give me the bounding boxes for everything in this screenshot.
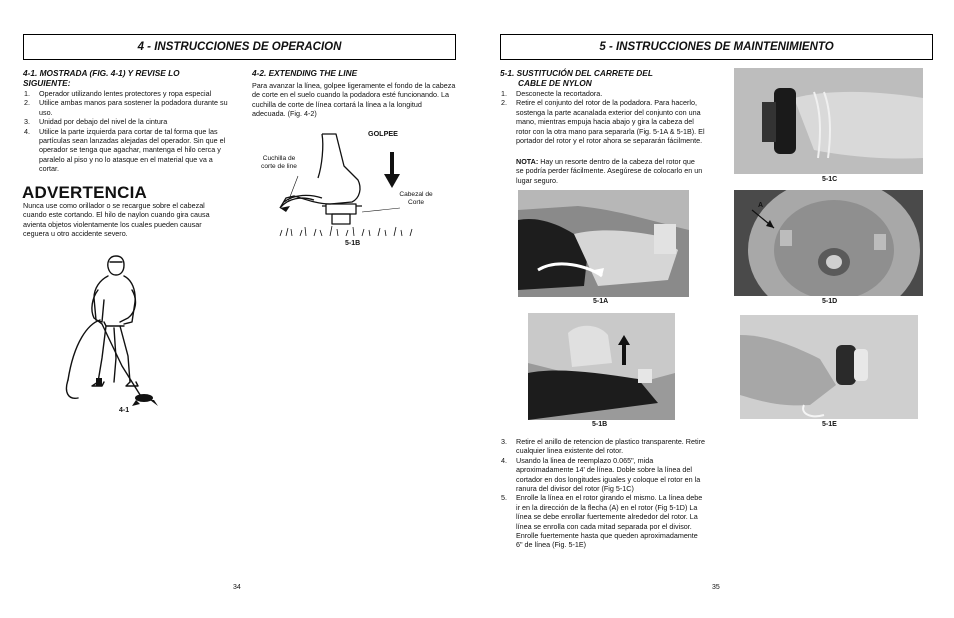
label-a: A (758, 202, 764, 209)
figure-5-1e-caption: 5-1E (822, 421, 837, 428)
right-page (477, 0, 954, 618)
section-4-1-title: 4-1. MOSTRADA (FIG. 4-1) Y REVISE LO SIGUIENTE: (23, 68, 180, 88)
list-item: 4. Utilice la parte izquierda para cortar de tal forma que las partículas sean lanzadas alejadas del operador. Sin que el operador se tenga que agachar, mantenga el hilo cerca y paralelo al piso y no lo atasque en el material que va a cortar. (24, 126, 226, 174)
photo-5-1e (740, 315, 918, 419)
list-item: 2. Utilice ambas manos para sostener la podadora durante su uso. (24, 98, 228, 117)
right-section-header (500, 34, 933, 60)
section-5-1-title: 5-1. SUSTITUCIÓN DEL CARRETE DEL CABLE DE NYLON (500, 68, 653, 88)
photo-5-1a (518, 190, 689, 297)
line-extend-illustration (270, 126, 450, 244)
photo-5-1c (734, 68, 923, 174)
list-item: 4. Usando la linea de reemplazo 0.065", mida aproximadamente 14' de línea. Doble sobre la línea del cortador en dos longitudes iguales y coloque el rotor en la ranura del divisor del rotor (Fig 5-1C) (501, 455, 701, 494)
note-label: NOTA: (516, 157, 539, 166)
figure-5-1b-caption: 5-1B (592, 421, 608, 428)
list-item: 1. Desconecte la recortadora. (501, 89, 603, 98)
section-5-1-steps-a (501, 89, 705, 145)
list-item: 3. Unidad por debajo del nivel de la cintura (24, 117, 168, 127)
left-page-number: 34 (233, 584, 241, 591)
warning-title: ADVERTENCIA (22, 183, 147, 202)
figure-5-1c-caption: 5-1C (822, 176, 838, 183)
note-text: NOTA: Hay un resorte dentro de la cabeza del rotor que se podría perder fácilmente. Asegúrese de colocarlo en un lugar seguro. (516, 157, 703, 185)
right-page-number: 35 (712, 584, 720, 591)
list-item: 3. Retire el anillo de retencion de plastico transparente. Retire cualquier linea existente del rotor. (501, 437, 705, 456)
cuchilla-label: Cuchilla de corte de line (261, 155, 297, 170)
warning-text: Nunca use como orillador o se recargue sobre el cabezal cuando este cortando. El hilo de naylon cuando gira causa avienta objetos violentamente los cuales pueden causar ceguera u otro accidente severo. (23, 201, 210, 239)
left-header-title: 4 - INSTRUCCIONES DE OPERACION (137, 41, 342, 53)
list-item: 1. Operador utilizando lentes protectores y ropa especial (24, 89, 212, 98)
figure-5-1b-left-caption: 5-1B (345, 240, 361, 247)
cabezal-label: Cabezal de Corte (399, 191, 433, 206)
section-4-1-steps (24, 89, 229, 174)
golpee-label: GOLPEE (368, 129, 398, 138)
photo-5-1b (528, 313, 675, 420)
list-item: 5. Enrolle la línea en el rotor girando el mismo. La línea debe ir en la dirección de la flecha (A) en el rotor (Fig 5-1D) La línea se debe enrollar fuertemente alrededor del rotor. La línea se enrolla con cada mitad separada por el divisor. Enrolle fuertemente hasta que queden aproximadamente 6" de línea (Fig. 5-1E) (501, 493, 703, 550)
section-5-1-steps-b (501, 437, 705, 550)
figure-5-1d-caption: 5-1D (822, 298, 838, 305)
operator-illustration (58, 250, 168, 410)
figure-4-1-caption: 4-1 (119, 407, 130, 414)
section-4-2-title: 4-2. EXTENDING THE LINE (252, 68, 358, 78)
right-header-title: 5 - INSTRUCCIONES DE MAINTENIMIENTO (599, 41, 834, 53)
left-section-header (23, 34, 456, 60)
list-item: 2. Retire el conjunto del rotor de la podadora. Para hacerlo, sostenga la parte acanalada exterior del conjunto con una mano, mientras empuja hacia abajo y gira la cabeza del rotor con la otra mano para separarla (Fig. 5-1A & 5-1B). El portador del rotor y el rotor ahora se separarán fácilmente. (501, 98, 705, 146)
figure-5-1a-caption: 5-1A (593, 298, 609, 305)
section-4-2-text: Para avanzar la línea, golpee ligeramente el fondo de la cabeza de corte en el suelo cuando la podadora esté funcionando. La cuchilla de corte de línea cortará la línea a la longitud adecuada. (Fig. 4-2) (252, 81, 456, 119)
